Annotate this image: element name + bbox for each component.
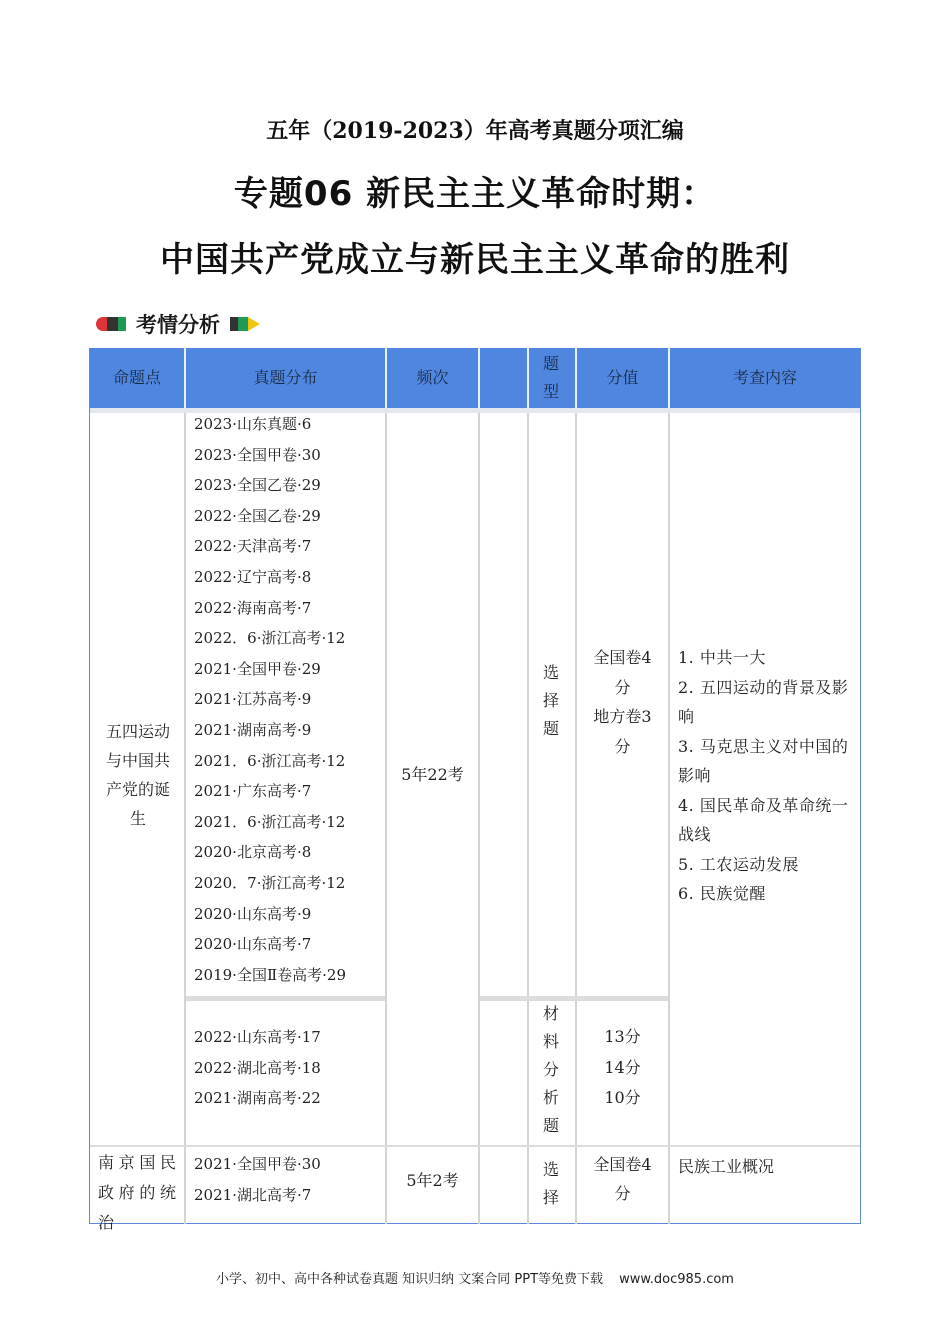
source-item: 2020·山东高考·9 [194, 904, 312, 923]
score-line: 分 [614, 1184, 631, 1203]
cell-divider [668, 413, 670, 1224]
pencil-left-icon [94, 315, 128, 333]
source-item: 2022·天津高考·7 [194, 537, 312, 556]
col-sources: 真题分布 [253, 368, 318, 387]
content-item: 2. 五四运动的背景及影响 [678, 677, 849, 726]
source-item: 2021·湖南高考·9 [194, 720, 312, 739]
footer-text: 小学、初中、高中各种试卷真题 知识归纳 文案合同 PPT等免费下载 [216, 1272, 604, 1287]
source-item: 2019·全国Ⅱ卷高考·29 [194, 965, 346, 984]
content-item: 5. 工农运动发展 [678, 854, 799, 874]
source-item: 2021·江苏高考·9 [194, 690, 312, 709]
question-type: 选择 [542, 1160, 559, 1207]
col-blank [480, 348, 527, 408]
content-list [678, 643, 854, 909]
source-item: 2021·全国甲卷·29 [194, 659, 321, 678]
cell-divider [527, 413, 529, 1224]
header-divider [385, 348, 387, 408]
source-item: 2021·湖北高考·7 [194, 1185, 312, 1204]
source-item: 2020·北京高考·8 [194, 843, 312, 862]
score-line: 13分 [604, 1027, 641, 1046]
col-type: 题型 [542, 354, 559, 401]
source-item: 2022·辽宁高考·8 [194, 567, 312, 586]
source-item: 2023·山东真题·6 [194, 415, 312, 433]
cell-divider [478, 413, 480, 1224]
content-item: 4. 国民革命及革命统一战线 [678, 795, 849, 844]
row-divider [186, 996, 385, 1001]
score-line: 全国卷4 [593, 648, 652, 667]
pencil-right-icon [228, 315, 262, 333]
source-item: 2022·山东高考·17 [194, 1028, 321, 1046]
source-item: 2021．6·浙江高考·12 [194, 812, 346, 831]
question-type: 材料分析题 [542, 1004, 559, 1135]
score-line: 分 [614, 736, 631, 756]
score-cell [577, 1150, 668, 1208]
topic-cell: 五四运动与中国共产党的诞生 [105, 722, 170, 828]
source-item: 2022·湖北高考·18 [194, 1058, 321, 1077]
score-cell [577, 1022, 668, 1114]
source-item: 2021·广东高考·7 [194, 782, 312, 801]
cell-divider [184, 413, 186, 1224]
frequency-cell: 5年2考 [406, 1171, 459, 1190]
col-content: 考查内容 [732, 368, 797, 387]
source-item: 2020·山东高考·7 [194, 935, 312, 954]
header-divider [668, 348, 670, 408]
source-item: 2021·全国甲卷·30 [194, 1155, 321, 1173]
topic-title-line1: 专题06 新民主主义革命时期： [233, 174, 717, 214]
question-type: 选择题 [542, 663, 559, 738]
content-cell: 民族工业概况 [678, 1157, 775, 1176]
content-item: 3. 马克思主义对中国的影响 [678, 736, 849, 785]
sources-list [194, 409, 384, 990]
source-item: 2023·全国甲卷·30 [194, 445, 321, 464]
section-heading [94, 310, 262, 338]
content-item: 1. 中共一大 [678, 648, 766, 667]
score-cell [577, 643, 668, 761]
source-item: 2023·全国乙卷·29 [194, 476, 321, 495]
score-line: 10分 [604, 1088, 641, 1108]
sources-list [194, 1149, 384, 1210]
source-item: 2022·全国乙卷·29 [194, 506, 321, 525]
row-divider [90, 1145, 860, 1147]
header-divider [527, 348, 529, 408]
header-divider [478, 348, 480, 408]
footer-site-link[interactable]: www.doc985.com [619, 1272, 734, 1287]
content-item: 6. 民族觉醒 [678, 884, 766, 903]
source-item: 2021．6·浙江高考·12 [194, 751, 346, 770]
col-score: 分值 [606, 368, 639, 387]
row-divider [480, 996, 668, 1001]
score-line: 全国卷4 [593, 1155, 652, 1174]
footer [0, 1268, 950, 1287]
series-title: 五年（2019-2023）年高考真题分项汇编 [266, 118, 684, 144]
cell-divider [385, 413, 387, 1224]
source-item: 2021·湖南高考·22 [194, 1089, 321, 1108]
source-item: 2020．7·浙江高考·12 [194, 873, 346, 892]
col-frequency: 频次 [416, 368, 449, 387]
score-line: 14分 [604, 1057, 641, 1077]
topic-title-line2: 中国共产党成立与新民主主义革命的胜利 [160, 240, 790, 280]
col-topic: 命题点 [112, 368, 161, 387]
topic-cell: 南京国民政府的统治 [98, 1153, 178, 1232]
section-label: 考情分析 [136, 313, 220, 337]
header-divider [575, 348, 577, 408]
score-line: 分 [614, 677, 631, 697]
source-item: 2022．6·浙江高考·12 [194, 629, 346, 648]
frequency-cell: 5年22考 [401, 765, 464, 784]
score-line: 地方卷3 [593, 707, 652, 726]
source-item: 2022·海南高考·7 [194, 598, 312, 617]
header-divider [184, 348, 186, 408]
table-header [90, 348, 860, 408]
sources-list [194, 1022, 384, 1114]
analysis-table [89, 348, 861, 1232]
